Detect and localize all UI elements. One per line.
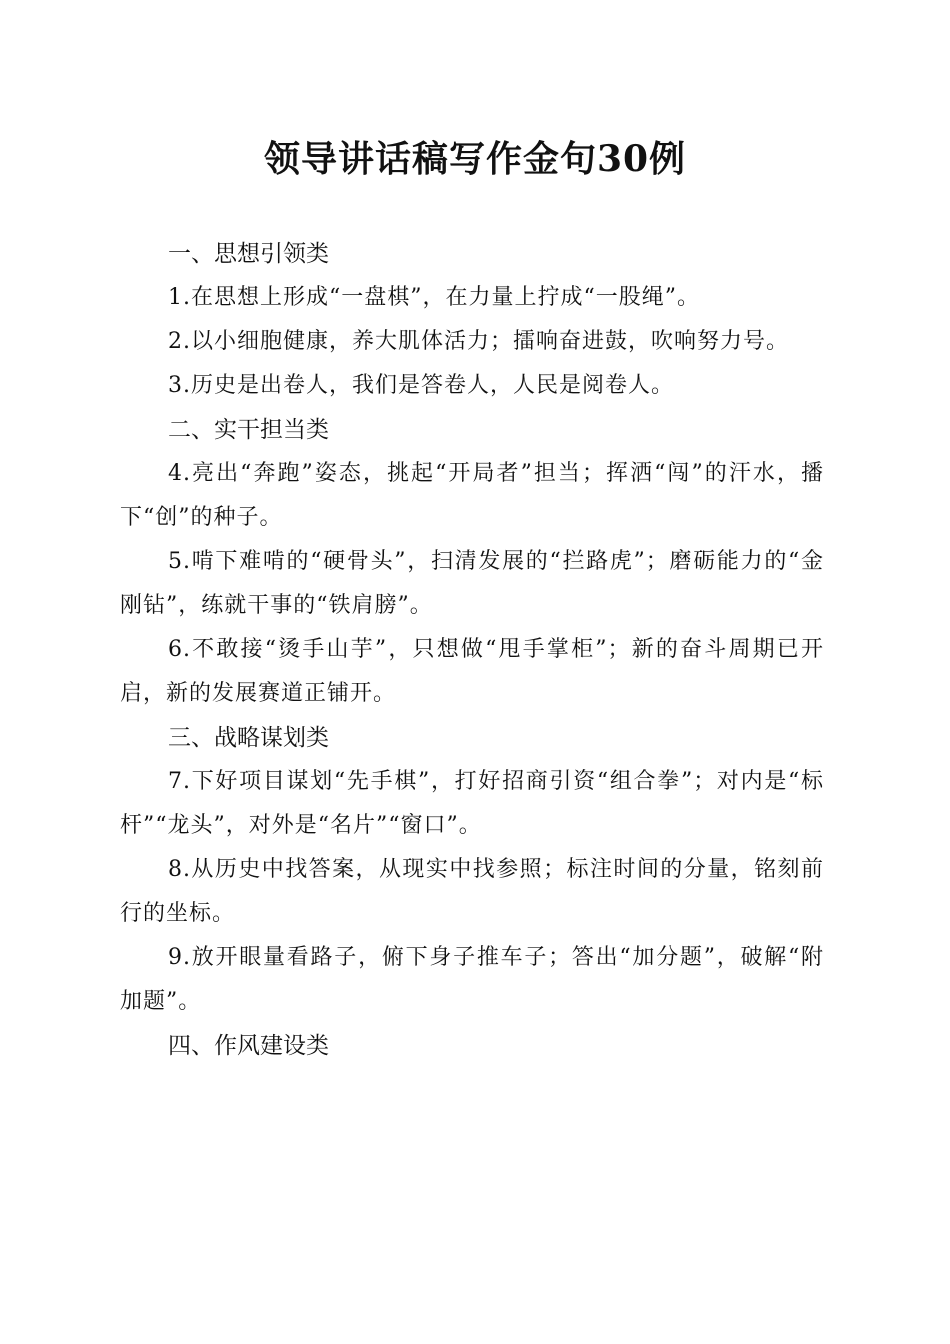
document-title: 领导讲话稿写作金句30例 xyxy=(263,138,687,180)
paragraph: 5.啃下难啃的“硬骨头”，扫清发展的“拦路虎”；磨砺能力的“金刚钻”，练就干事的“铁肩膀”。 xyxy=(120,549,824,618)
section-heading: 一、思想引领类 xyxy=(168,241,329,267)
section-heading: 二、实干担当类 xyxy=(168,417,329,443)
paragraph: 9.放开眼量看路子，俯下身子推车子；答出“加分题”，破解“附加题”。 xyxy=(120,945,824,1014)
paragraph: 1.在思想上形成“一盘棋”，在力量上拧成“一股绳”。 xyxy=(168,285,700,310)
paragraph: 2.以小细胞健康，养大肌体活力；擂响奋进鼓，吹响努力号。 xyxy=(168,329,789,354)
paragraph: 7.下好项目谋划“先手棋”，打好招商引资“组合拳”；对内是“标杆”“龙头”，对外是“名片”“窗口”。 xyxy=(120,769,824,838)
section-heading: 四、作风建设类 xyxy=(168,1033,329,1059)
paragraph: 8.从历史中找答案，从现实中找参照；标注时间的分量，铭刻前行的坐标。 xyxy=(120,857,824,926)
section-heading: 三、战略谋划类 xyxy=(168,725,329,751)
paragraph: 6.不敢接“烫手山芋”，只想做“甩手掌柜”；新的奋斗周期已开启，新的发展赛道正铺开。 xyxy=(120,637,824,706)
paragraph: 3.历史是出卷人，我们是答卷人，人民是阅卷人。 xyxy=(168,373,674,398)
document-body xyxy=(120,232,824,1068)
paragraph: 4.亮出“奔跑”姿态，挑起“开局者”担当；挥洒“闯”的汗水，播下“创”的种子。 xyxy=(120,461,824,530)
